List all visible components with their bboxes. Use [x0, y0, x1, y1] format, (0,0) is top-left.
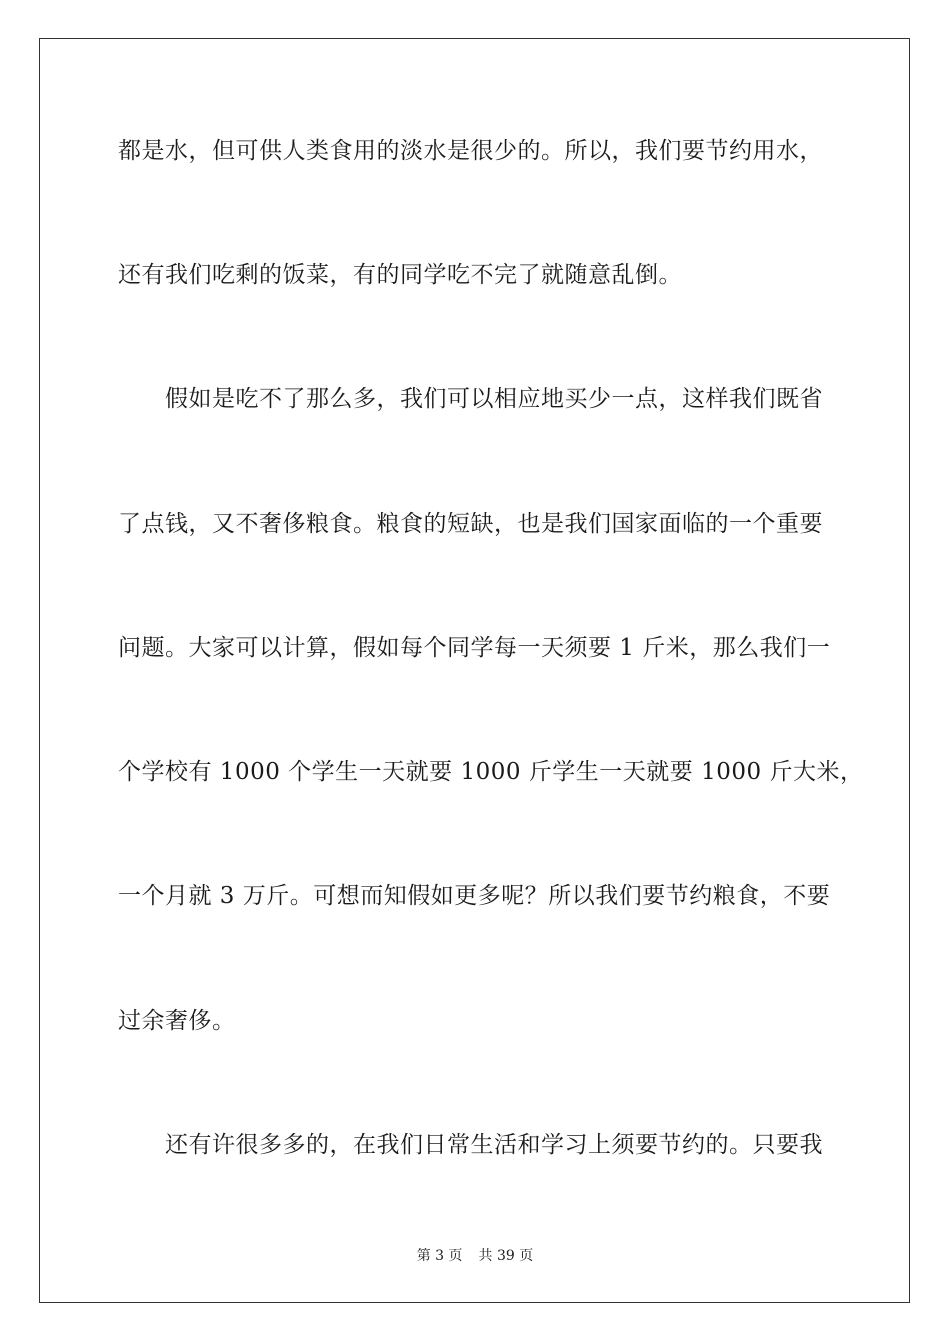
- paragraph-start-line: 还有许很多多的，在我们日常生活和学习上须要节约的。只要我: [165, 1132, 823, 1158]
- page-border: [39, 38, 910, 1303]
- page-number: 第 3 页: [416, 1248, 463, 1264]
- page-footer: [0, 1247, 950, 1265]
- paragraph-start-line: 假如是吃不了那么多，我们可以相应地买少一点，这样我们既省: [165, 386, 823, 412]
- text-line: 都是水，但可供人类食用的淡水是很少的。所以，我们要节约用水，: [118, 138, 823, 164]
- page-total: 共 39 页: [478, 1248, 534, 1264]
- text-line: 还有我们吃剩的饭菜，有的同学吃不完了就随意乱倒。: [118, 262, 682, 288]
- text-line: 过余奢侈。: [118, 1008, 236, 1034]
- text-line: 一个月就 3 万斤。可想而知假如更多呢？所以我们要节约粮食，不要: [118, 883, 831, 909]
- text-line: 了点钱，又不奢侈粮食。粮食的短缺，也是我们国家面临的一个重要: [118, 511, 823, 537]
- text-line: 问题。大家可以计算，假如每个同学每一天须要 1 斤米，那么我们一: [118, 635, 831, 661]
- text-line: 个学校有 1000 个学生一天就要 1000 斤学生一天就要 1000 斤大米，: [118, 759, 864, 785]
